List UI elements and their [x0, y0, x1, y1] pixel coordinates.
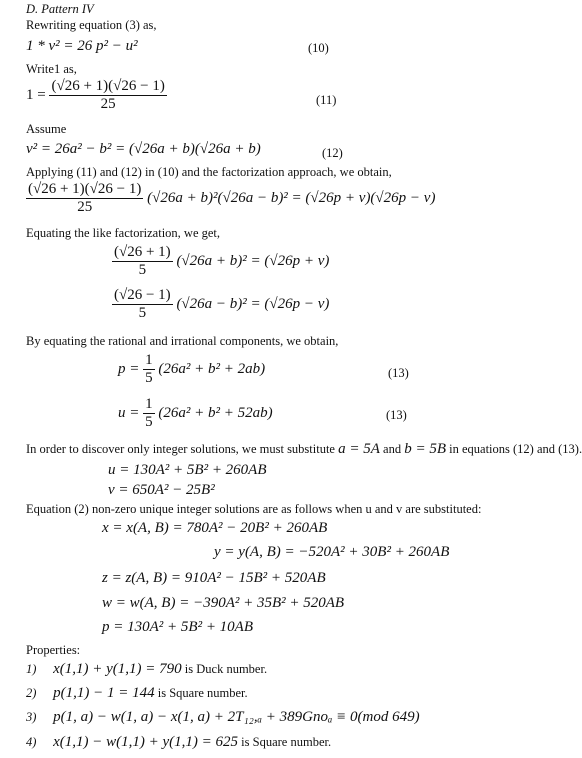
equating-like-text: Equating the like factorization, we get, — [26, 226, 221, 240]
property-number: 4) — [26, 735, 37, 749]
equation-13-u-lhs: u = — [118, 405, 140, 422]
property-text: is Square number. — [157, 686, 248, 700]
equation-13-u-rest: (26a² + b² + 52ab) — [158, 405, 273, 422]
property-text: is Square number. — [241, 735, 332, 749]
equation-13-u-label: (13) — [386, 408, 407, 422]
equation-12: v² = 26a² − b² = (√26a + b)(√26a + b) — [26, 141, 261, 157]
equation2-text: Equation (2) non-zero unique integer solutions are as follows when u and v are substituted: — [26, 502, 482, 516]
property-4 — [26, 734, 331, 751]
substitute-text — [26, 441, 582, 458]
property-expression: x(1,1) + y(1,1) = 790 — [53, 661, 182, 677]
section-heading: D. Pattern IV — [26, 2, 94, 16]
property-number: 2) — [26, 686, 37, 700]
property-3 — [26, 709, 420, 726]
equation-10-label: (10) — [308, 41, 329, 55]
equation-13-u-denominator: 5 — [145, 414, 153, 431]
solution-y: y = y(A, B) = −520A² + 30B² + 260AB — [214, 544, 450, 560]
solution-z: z = z(A, B) = 910A² − 15B² + 520AB — [102, 570, 326, 586]
assume-text: Assume — [26, 122, 67, 136]
equation-like-1 — [112, 244, 329, 280]
intro-rewrite: Rewriting equation (3) as, — [26, 18, 157, 32]
equation-12-label: (12) — [322, 146, 343, 160]
equation-11-numerator: (√26 + 1)(√26 − 1) — [49, 78, 166, 96]
applying-text: Applying (11) and (12) in (10) and the factorization approach, we obtain, — [26, 165, 392, 179]
substitute-after: in equations (12) and (13). — [449, 442, 582, 456]
equation-11-label: (11) — [316, 93, 337, 107]
property-text: is Duck number. — [184, 662, 268, 676]
property-expression: p(1,1) − 1 = 144 — [53, 685, 155, 701]
property-number: 1) — [26, 662, 37, 676]
equation-13-p-label: (13) — [388, 366, 409, 380]
equation-like-1-numerator: (√26 + 1) — [112, 244, 173, 262]
equation-13-u — [118, 396, 273, 432]
property-expression: p(1, a) − w(1, a) − x(1, a) + 2T₁₂,ₐ + 389Gnoₐ ≡ 0(mod 649) — [53, 709, 420, 725]
equation-like-2-numerator: (√26 − 1) — [112, 287, 173, 305]
equation-13-p-rest: (26a² + b² + 2ab) — [158, 361, 266, 378]
equation-like-1-rest: (√26a + b)² = (√26p + v) — [176, 253, 330, 270]
equation-like-2-rest: (√26a − b)² = (√26p − v) — [176, 296, 330, 313]
equation-combined-numerator: (√26 + 1)(√26 − 1) — [26, 181, 143, 199]
equation-like-2 — [112, 287, 329, 323]
equation-13-u-numerator: 1 — [143, 396, 155, 414]
property-number: 3) — [26, 710, 37, 724]
equation-13-p-lhs: p = — [118, 361, 140, 378]
write1-text: Write1 as, — [26, 62, 77, 76]
substitute-b: b = 5B — [404, 441, 447, 457]
equating-rational-text: By equating the rational and irrational components, we obtain, — [26, 334, 339, 348]
equation-11-denominator: 25 — [100, 96, 116, 113]
equation-combined — [26, 181, 435, 217]
u-substituted: u = 130A² + 5B² + 260AB — [108, 462, 267, 478]
equation-combined-fraction — [26, 181, 143, 217]
property-2 — [26, 685, 248, 702]
equation-13-p — [118, 352, 265, 388]
equation-like-2-denominator: 5 — [138, 305, 147, 322]
solution-x: x = x(A, B) = 780A² − 20B² + 260AB — [102, 520, 328, 536]
equation-11-fraction — [49, 78, 166, 114]
equation-like-2-fraction — [112, 287, 173, 323]
properties-heading: Properties: — [26, 643, 81, 657]
equation-11-lhs: 1 = — [26, 87, 46, 104]
equation-combined-denominator: 25 — [77, 199, 93, 216]
equation-like-1-fraction — [112, 244, 173, 280]
equation-like-1-denominator: 5 — [138, 262, 147, 279]
property-expression: x(1,1) − w(1,1) + y(1,1) = 625 — [53, 734, 239, 750]
equation-11 — [26, 78, 167, 114]
equation-10: 1 * v² = 26 p² − u² — [26, 38, 138, 54]
substitute-a: a = 5A — [338, 441, 380, 457]
substitute-before: In order to discover only integer solutions, we must substitute — [26, 442, 335, 456]
equation-13-u-fraction — [143, 396, 155, 432]
substitute-and: and — [383, 442, 402, 456]
solution-w: w = w(A, B) = −390A² + 35B² + 520AB — [102, 595, 345, 611]
equation-13-p-denominator: 5 — [145, 370, 153, 387]
solution-p: p = 130A² + 5B² + 10AB — [102, 619, 254, 635]
property-1 — [26, 661, 267, 678]
equation-combined-rest: (√26a + b)²(√26a − b)² = (√26p + v)(√26p − v) — [147, 190, 436, 207]
v-substituted: v = 650A² − 25B² — [108, 482, 215, 498]
equation-13-p-numerator: 1 — [143, 352, 155, 370]
equation-13-p-fraction — [143, 352, 155, 388]
